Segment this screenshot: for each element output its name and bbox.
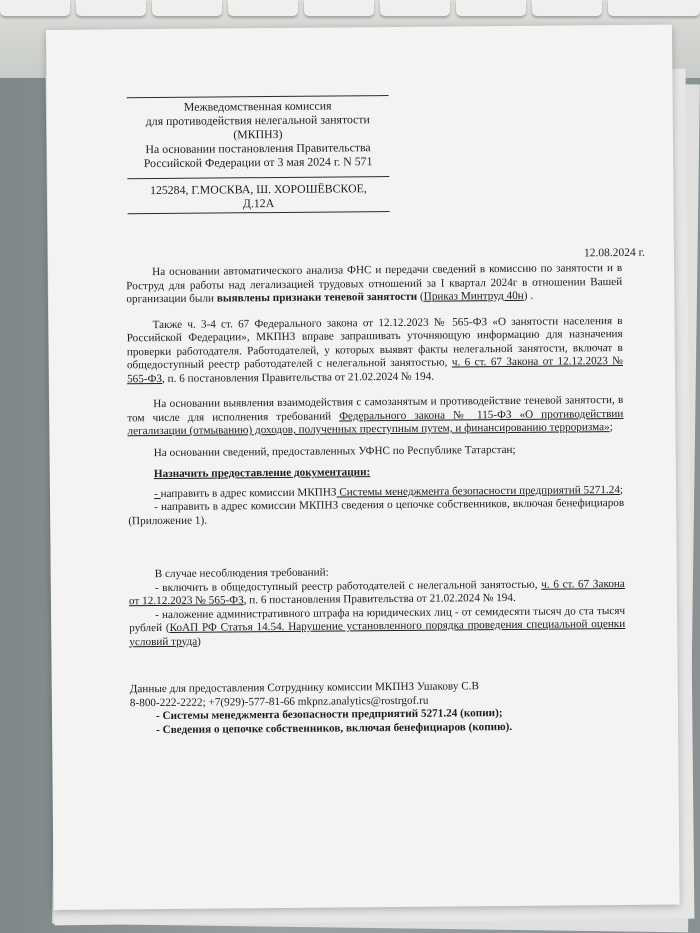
keyboard-key: [76, 0, 146, 16]
requirement-item: - направить в адрес комиссии МКПНЗ сведения о цепочке собственников, включая бенефициаров (Приложение 1).: [128, 496, 625, 527]
assign-heading: Назначить предоставление документации:: [153, 466, 371, 481]
text-span: , п. 6 постановления Правительства от 21.02.2024 № 194.: [243, 591, 516, 607]
noncompliance-item: [129, 577, 625, 608]
law-reference-link[interactable]: Федерального закона № 115-ФЗ «О противодействии легализации (отмыванию) доходов, полученных преступным путем, и финансированию терроризма»: [127, 407, 624, 438]
text-span: - наложение административного штрафа на юридических лиц - от семидесяти тысяч до ста тысяч рублей (: [129, 604, 626, 635]
keyboard-key: [380, 0, 450, 16]
document-body: [126, 262, 626, 737]
paragraph-ufns: На основании сведений, предоставленных УФНС по Республике Татарстан;: [153, 443, 516, 459]
paragraph-115fz: [127, 394, 623, 439]
required-document-item: - Системы менеджмента безопасности предприятий 5271.24 (копии);: [155, 707, 503, 723]
order-reference-link[interactable]: Приказ Минтруд 40н: [423, 289, 524, 303]
koap-reference-link[interactable]: КоАП РФ Статья 14.54. Нарушение установленного порядка проведения специальной оценки условий труда: [129, 617, 626, 648]
standard-reference-link[interactable]: Системы менеджмента безопасности предприятий 5271.24: [336, 483, 620, 498]
org-name-line: для противодействия нелегальной занятости: [145, 112, 370, 129]
legal-basis-line: Российской Федерации от 3 мая 2024 г. N 571: [143, 154, 373, 171]
text-span: ) .: [523, 289, 534, 302]
text-span: ;: [619, 483, 624, 496]
org-address-line: 125284, Г.МОСКВА, Ш. ХОРОШЁВСКОЕ,: [149, 181, 367, 198]
contact-details[interactable]: 8-800-222-2222; +7(929)-577-81-66 mkpnz.analytics@rostrgof.ru: [129, 694, 429, 709]
keyboard-key: [456, 0, 526, 16]
text-span: На основании выявления взаимодействия с самозанятым и противодействие теневой занятости, в том числе для исполнения требований: [127, 393, 624, 424]
letterhead-rule: [127, 176, 389, 179]
noncompliance-intro: В случае несоблюдения требований:: [154, 566, 329, 581]
legal-basis-line: На основании постановления Правительства: [145, 140, 371, 157]
text-span: Также ч. 3-4 ст. 67 Федерального закона от 12.12.2023 № 565-ФЗ «О занятости населения в Российской Федерации», МКПНЗ вправе запрашивать уточняющую информацию для назначения проверки работодателя. Работодателей, у которых выявят факты нелегальной занятости, включат в общедоступный реестр работодателей с нелегальной занятостью,: [126, 314, 623, 372]
org-abbreviation: (МКПНЗ): [233, 126, 283, 142]
law-reference-link[interactable]: ч. 6 ст. 67 Закона от 12.12.2023 № 565-ФЗ: [126, 354, 623, 385]
paragraph-automatic-analysis: [126, 262, 622, 307]
contact-line: Данные для предоставления Сотруднику комиссии МКПНЗ Ушакову С.В: [129, 680, 479, 696]
org-name-line: Межведомственная комиссия: [183, 98, 332, 114]
text-span: На основании автоматического анализа ФНС и передачи сведений в комиссию по занятости и в Роструд для работы над легализацией трудовых отношений за I квартал 2024г в отношении Вашей организации были: [126, 261, 623, 306]
text-span: ;: [609, 421, 613, 434]
contact-block: [130, 679, 626, 737]
keyboard-key: [228, 0, 298, 16]
required-document-item: - Сведения о цепочке собственников, включая бенефициаров (копию).: [156, 720, 513, 736]
text-span: - включить в общедоступный реестр работодателей с нелегальной занятостью,: [154, 578, 542, 594]
document-date: 12.08.2024 г.: [583, 246, 645, 260]
letterhead: [127, 93, 390, 216]
text-span: -: [153, 487, 161, 500]
keyboard-key: [0, 0, 70, 16]
text-span: , п. 6 постановления Правительства от 21.02.2024 № 194.: [161, 370, 435, 385]
text-span: (: [417, 290, 424, 303]
document-page: [46, 25, 680, 910]
law-reference-link[interactable]: ч. 6 ст. 67 Закона от 12.12.2023 № 565-ФЗ: [128, 577, 625, 608]
paragraph-law-reference: [127, 314, 624, 386]
noncompliance-item: [129, 604, 625, 649]
text-span: направить в адрес комиссии МКПНЗ: [160, 485, 337, 500]
keyboard-key: [152, 0, 222, 16]
org-address-line: Д.12А: [242, 196, 275, 211]
letterhead-rule: [128, 211, 390, 214]
emphasis-text: выявлены признаки теневой занятости: [216, 290, 418, 305]
keyboard-key: [608, 0, 700, 16]
keyboard-key: [304, 0, 374, 16]
text-span: ): [197, 635, 201, 648]
keyboard-key: [532, 0, 602, 16]
